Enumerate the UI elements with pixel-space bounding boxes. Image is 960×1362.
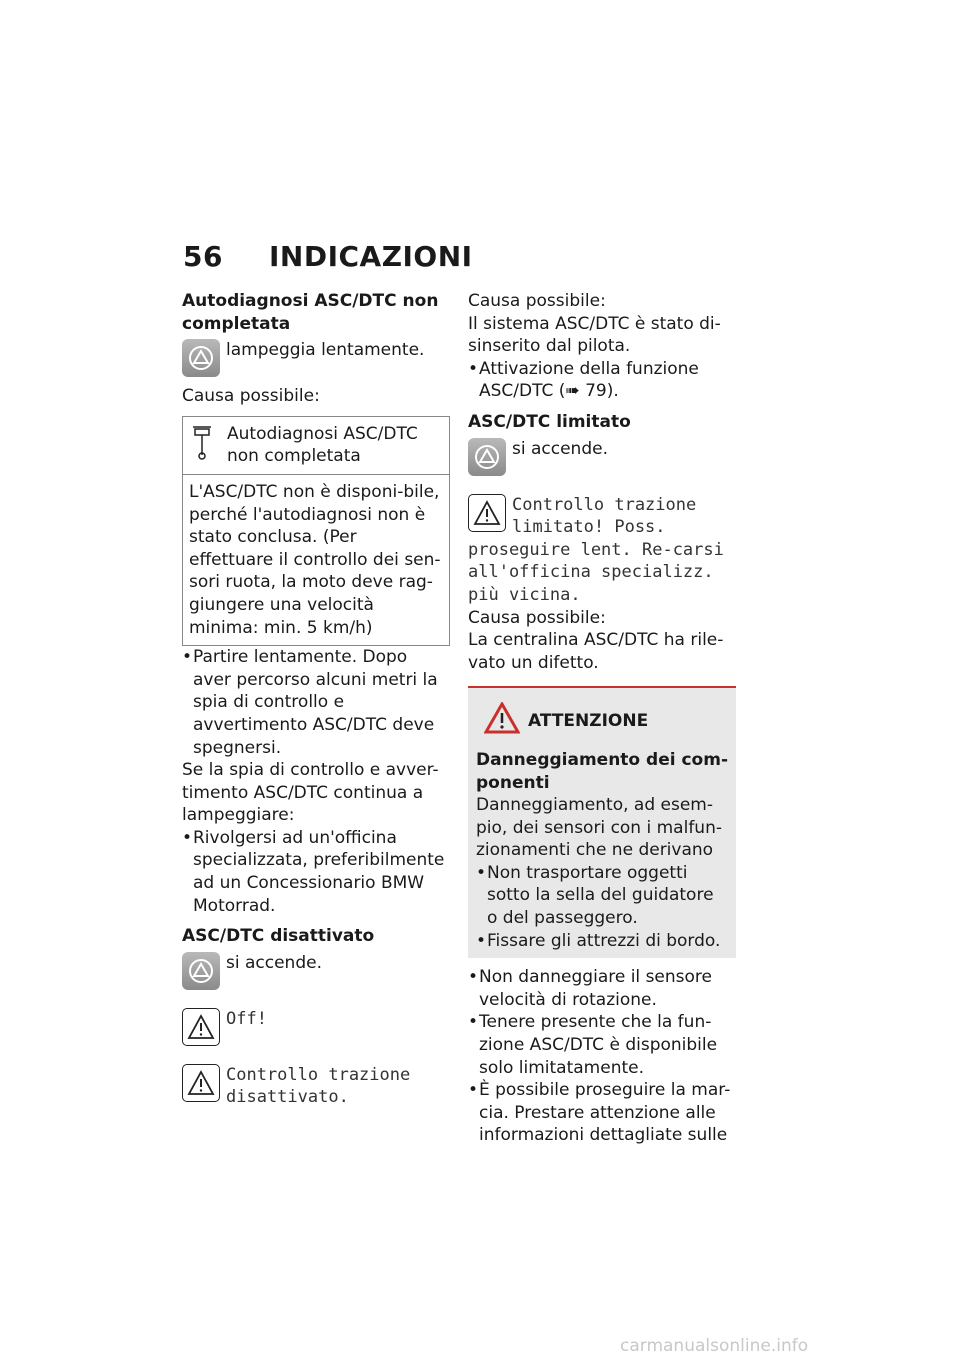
bullet-item: • Non trasportare oggetti sotto la sella del guidatore o del passeggero. — [476, 862, 714, 929]
display-message-line: proseguire lent. Re-carsi all'officina specializz. più vicina. — [468, 539, 724, 605]
display-message-line: limitato! Poss. — [512, 517, 666, 538]
table-body-cell: L'ASC/DTC non è disponi-bile, perché l'autodiagnosi non è stato conclusa. (Per effettuare il controllo dei sen-sori ruota, la moto deve rag-giungere una velocità minima: min. 5 km/h) — [183, 474, 450, 645]
info-table — [182, 416, 450, 646]
lamp-text: si accende. — [226, 952, 322, 973]
page-header — [183, 240, 473, 273]
table-header-cell — [183, 416, 450, 474]
section-title: ASC/DTC limitato — [468, 411, 631, 432]
attention-box — [468, 686, 736, 958]
display-message-line: Controllo trazione — [512, 494, 697, 515]
warning-triangle-icon — [484, 702, 520, 741]
display-message: Controllo trazione disattivato. — [226, 1064, 411, 1108]
lamp-row — [182, 952, 450, 990]
section-title: ASC/DTC disattivato — [182, 926, 375, 947]
lamp-text: si accende. — [512, 438, 608, 459]
left-column — [182, 290, 450, 1109]
cause-text: La centralina ASC/DTC ha rile-vato un difetto. — [468, 630, 724, 673]
cause-text: Il sistema ASC/DTC è stato di-sinserito dal pilota. — [468, 313, 721, 357]
bullet-item: • È possibile proseguire la mar-cia. Prestare attenzione alle informazioni dettagliate sulle — [468, 1080, 731, 1146]
warning-triangle-icon — [182, 1008, 220, 1046]
paragraph: Se la spia di controllo e avver-timento ASC/DTC continua a lampeggiare: — [182, 760, 439, 826]
attention-title: ATTENZIONE — [528, 711, 649, 732]
section-title: Autodiagnosi ASC/DTC non completata — [182, 291, 439, 334]
self-diagnosis-icon — [189, 423, 217, 468]
cause-label: Causa possibile: — [468, 607, 606, 628]
warning-triangle-icon — [468, 494, 506, 532]
asc-warning-lamp-icon — [182, 952, 220, 990]
bullet-item: • Attivazione della funzione ASC/DTC (➠ 79). — [468, 358, 699, 402]
display-message-row — [468, 494, 736, 539]
bullet-item: • Fissare gli attrezzi di bordo. — [476, 930, 721, 951]
lamp-row — [182, 339, 450, 377]
attention-text: Danneggiamento, ad esem-pio, dei sensori con i malfun-zionamenti che ne derivano — [476, 795, 722, 861]
display-message-row — [182, 1008, 450, 1046]
watermark: carmanualsonline.info — [620, 1336, 809, 1356]
page-reference-arrow-icon: ➠ — [565, 381, 586, 402]
cause-label: Causa possibile: — [182, 386, 320, 407]
asc-warning-lamp-icon — [468, 438, 506, 476]
attention-subtitle: Danneggiamento dei com-ponenti — [476, 749, 728, 793]
chapter-title: INDICAZIONI — [268, 240, 473, 273]
bullet-item: • Tenere presente che la fun-zione ASC/DTC è disponibile solo limitatamente. — [468, 1012, 718, 1078]
bullet-item: • Non danneggiare il sensore velocità di rotazione. — [468, 967, 712, 1010]
cause-label: Causa possibile: — [468, 291, 606, 311]
asc-warning-lamp-icon — [182, 339, 220, 377]
bullet-item: • Rivolgersi ad un'officina specializzata, preferibilmente ad un Concessionario BMW Motorrad. — [182, 827, 445, 916]
right-column — [468, 290, 736, 1147]
table-head-text: Autodiagnosi ASC/DTC non completata — [227, 423, 418, 467]
display-message-row — [182, 1064, 450, 1109]
page-number: 56 — [183, 240, 223, 273]
bullet-item: • Partire lentamente. Dopo aver percorso alcuni metri la spia di controllo e avvertimento ASC/DTC deve spegnersi. — [182, 647, 438, 758]
display-message: Off! — [226, 1008, 267, 1029]
lamp-text: lampeggia lentamente. — [226, 340, 425, 361]
warning-triangle-icon — [182, 1064, 220, 1102]
lamp-row — [468, 438, 736, 476]
